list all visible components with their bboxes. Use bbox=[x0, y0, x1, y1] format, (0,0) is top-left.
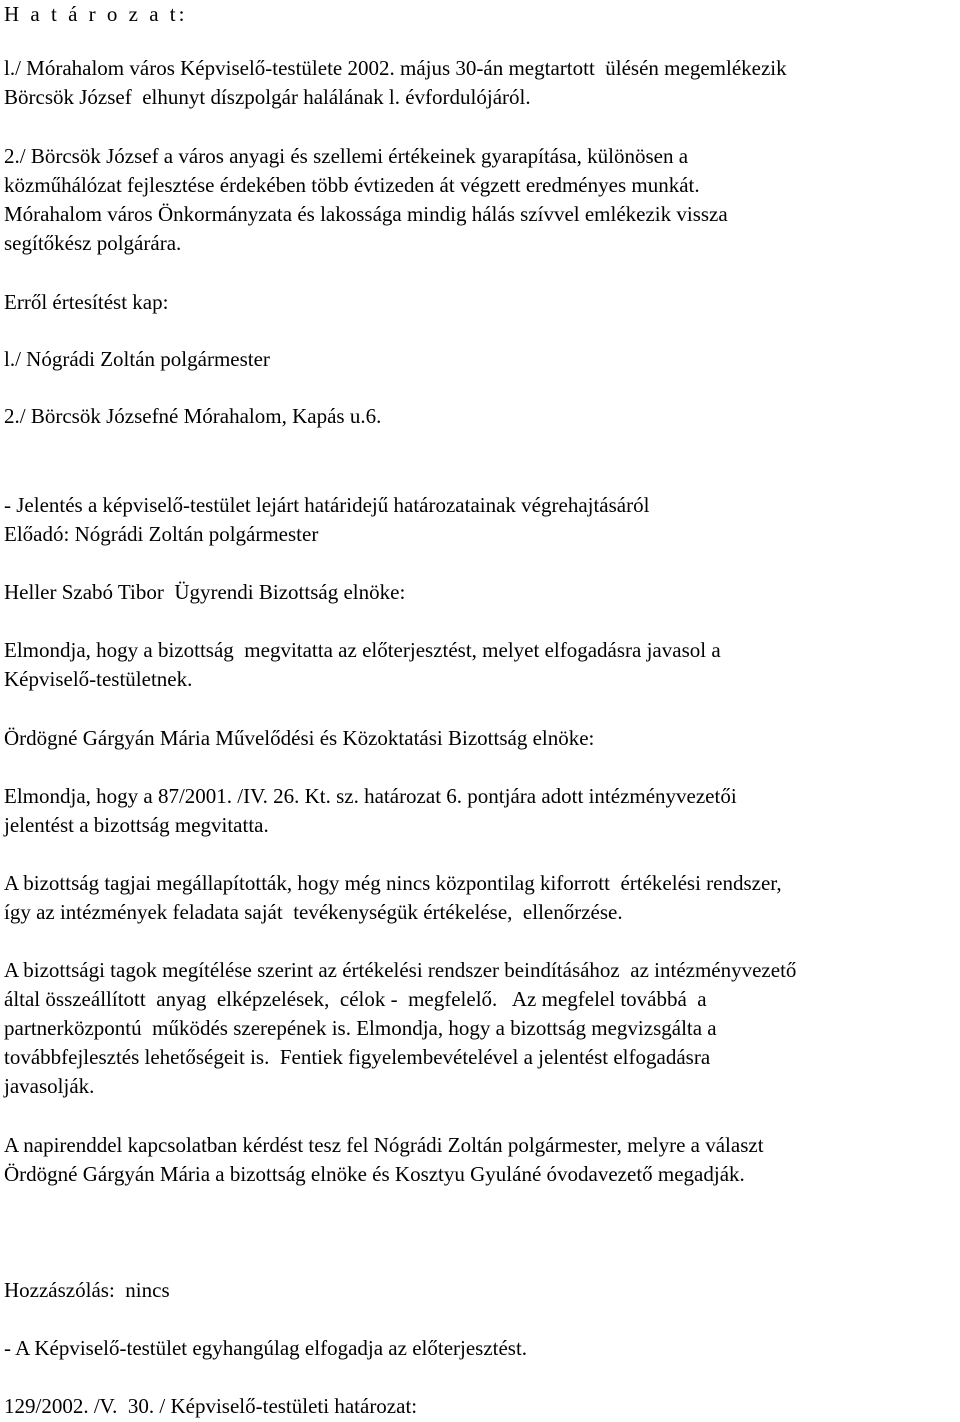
speaker-2-text-3-line-1: A bizottsági tagok megítélése szerint az értékelési rendszer beindításához az intézményvezető bbox=[4, 958, 797, 982]
resolution-point-1-line-2: Börcsök József elhunyt díszpolgár halálának l. évfordulójáról. bbox=[4, 85, 531, 109]
resolution-point-1-line-1: l./ Mórahalom város Képviselő-testülete 2002. május 30-án megtartott ülésén megemlékezik bbox=[4, 56, 787, 80]
speaker-2-text-3-line-2 bbox=[4, 985, 707, 1014]
resolution-point-2-line-4: segítőkész polgárára. bbox=[4, 231, 182, 255]
presenter: Előadó: Nógrádi Zoltán polgármester bbox=[4, 522, 319, 546]
speaker-2-text-3-line-3: partnerközpontú működés szerepének is. Elmondja, hogy a bizottság megvizsgálta a bbox=[4, 1016, 717, 1040]
resolution-point-2-line-1: 2./ Börcsök József a város anyagi és szellemi értékeinek gyarapítása, különösen a bbox=[4, 144, 689, 168]
speaker-2-text-2-line-2: így az intézmények feladata saját tevékenységük értékelése, ellenőrzése. bbox=[4, 900, 623, 924]
question-paragraph-line-2: Ördögné Gárgyán Mária a bizottság elnöke és Kosztyu Gyuláné óvodavezető megadják. bbox=[4, 1162, 745, 1186]
resolution-point-2-line-3: Mórahalom város Önkormányzata és lakossága mindig hálás szívvel emlékezik vissza bbox=[4, 202, 728, 226]
resolution-number: 129/2002. /V. 30. / Képviselő-testületi határozat: bbox=[4, 1394, 418, 1418]
speaker-2-text-1-line-2: jelentést a bizottság megvitatta. bbox=[4, 813, 269, 837]
question-paragraph-line-1: A napirenddel kapcsolatban kérdést tesz fel Nógrádi Zoltán polgármester, melyre a választ bbox=[4, 1133, 764, 1157]
resolution-heading: H a t á r o z a t: bbox=[4, 2, 188, 26]
recipient-2: 2./ Börcsök Józsefné Mórahalom, Kapás u.6. bbox=[4, 404, 382, 428]
agenda-item: - Jelentés a képviselő-testület lejárt határidejű határozatainak végrehajtásáról bbox=[4, 493, 650, 517]
recipient-1: l./ Nógrádi Zoltán polgármester bbox=[4, 347, 270, 371]
speaker-2-text-3-line-4: továbbfejlesztés lehetőségeit is. Fentiek figyelembevételével a jelentést elfogadásra bbox=[4, 1045, 711, 1069]
speaker-2-text-3-line-5: javasolják. bbox=[4, 1074, 95, 1098]
speaker-1-heading: Heller Szabó Tibor Ügyrendi Bizottság elnöke: bbox=[4, 580, 406, 604]
speaker-2-text-1-line-1: Elmondja, hogy a 87/2001. /IV. 26. Kt. sz. határozat 6. pontjára adott intézményvezetői bbox=[4, 784, 737, 808]
speaker-1-text-line-2: Képviselő-testületnek. bbox=[4, 667, 193, 691]
resolution-point-2-line-2: közműhálózat fejlesztése érdekében több évtizeden át végzett eredményes munkát. bbox=[4, 173, 700, 197]
speaker-1-text-line-1: Elmondja, hogy a bizottság megvitatta az előterjesztést, melyet elfogadásra javasol a bbox=[4, 638, 721, 662]
decision-line: - A Képviselő-testület egyhangúlag elfogadja az előterjesztést. bbox=[4, 1336, 528, 1360]
notification-label: Erről értesítést kap: bbox=[4, 290, 169, 314]
speaker-2-heading: Ördögné Gárgyán Mária Művelődési és Közoktatási Bizottság elnöke: bbox=[4, 726, 595, 750]
comments-line: Hozzászólás: nincs bbox=[4, 1278, 170, 1302]
speaker-2-text-2-line-1: A bizottság tagjai megállapították, hogy még nincs központilag kiforrott értékelési rendszer, bbox=[4, 871, 782, 895]
speaker-2-text-3-line-2-text: által összeállított anyag elképzelések, célok - megfelelő. Az megfelel továbbá a bbox=[4, 987, 707, 1011]
